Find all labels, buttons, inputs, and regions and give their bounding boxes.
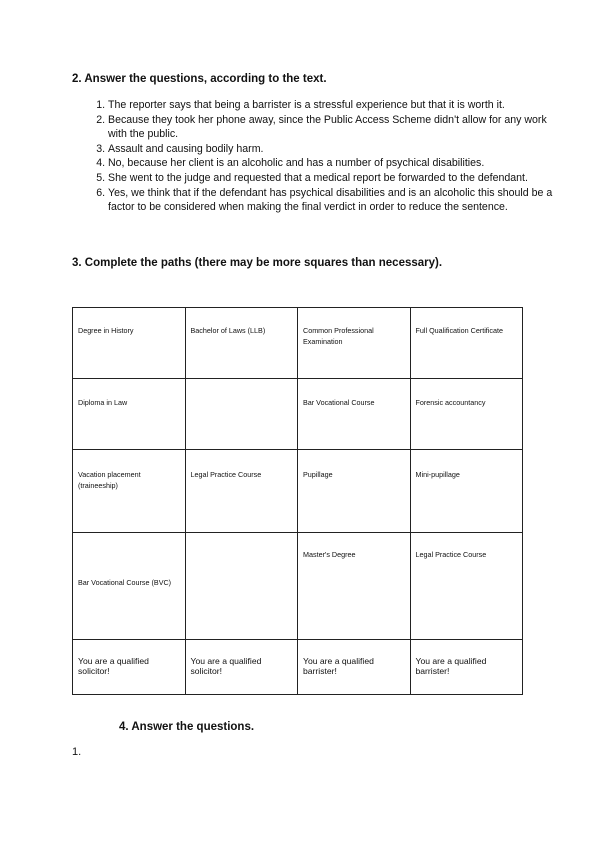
table-cell — [73, 308, 186, 379]
cell-text — [191, 533, 293, 549]
cell-text: Legal Practice Course — [190, 470, 262, 479]
table-cell — [298, 533, 411, 640]
table-cell — [185, 308, 298, 379]
table-row — [73, 450, 523, 533]
cell-text: Degree in History — [78, 326, 134, 335]
cell-text: Bar Vocational Course — [303, 398, 375, 407]
cell-text: Diploma in Law — [78, 398, 128, 407]
table-row — [73, 379, 523, 450]
table-row — [73, 308, 523, 379]
table-cell — [298, 379, 411, 450]
table-cell — [410, 533, 523, 640]
section-2-heading: 2. Answer the questions, according to the text. — [72, 73, 327, 85]
answer-item: 6. Yes, we think that if the defendant has psychical disabilities and is an alcoholic this should be a factor to be considered when making the final verdict in order to reduce the sentence. — [108, 186, 568, 215]
table-cell — [73, 640, 186, 695]
table-cell — [410, 640, 523, 695]
cell-text: Legal Practice Course — [415, 550, 487, 559]
table-cell — [298, 450, 411, 533]
cell-text: Forensic accountancy — [415, 398, 486, 407]
cell-text: Pupillage — [303, 470, 333, 479]
cell-text: Mini-pupillage — [415, 470, 460, 479]
table-cell — [410, 450, 523, 533]
cell-text: You are a qualified solicitor! — [190, 656, 262, 676]
table-row — [73, 533, 523, 640]
table-cell — [410, 379, 523, 450]
table-cell — [73, 379, 186, 450]
answer-item: 3. Assault and causing bodily harm. — [108, 142, 568, 157]
cell-text: Master's Degree — [303, 550, 356, 559]
table-cell — [185, 533, 298, 640]
cell-text — [191, 379, 293, 397]
table-cell — [298, 640, 411, 695]
table-cell — [185, 450, 298, 533]
table-cell — [298, 308, 411, 379]
answer-item: 1. The reporter says that being a barrister is a stressful experience but that it is worth it. — [108, 98, 568, 113]
cell-text: You are a qualified barrister! — [415, 656, 487, 676]
answer-item: 4. No, because her client is an alcoholic and has a number of psychical disabilities. — [108, 156, 568, 171]
cell-text: You are a qualified solicitor! — [78, 656, 149, 676]
section-4-heading: 4. Answer the questions. — [119, 721, 255, 733]
cell-text: Bachelor of Laws (LLB) — [190, 326, 266, 335]
cell-text: Vacation placement (traineeship) — [78, 470, 141, 490]
question-number: 1. — [72, 746, 82, 758]
paths-table — [72, 307, 523, 695]
cell-text: Bar Vocational Course (BVC) — [78, 578, 172, 587]
table-cell — [73, 533, 186, 640]
table-row — [73, 640, 523, 695]
answer-item: 5. She went to the judge and requested that a medical report be forwarded to the defendant. — [108, 171, 568, 186]
answers-list — [72, 98, 568, 215]
table-cell — [410, 308, 523, 379]
cell-text: You are a qualified barrister! — [303, 656, 374, 676]
section-3-heading: 3. Complete the paths (there may be more squares than necessary). — [72, 257, 443, 269]
table-cell — [185, 640, 298, 695]
table-cell — [185, 379, 298, 450]
cell-text: Full Qualification Certificate — [415, 326, 503, 335]
cell-text: Common Professional Examination — [303, 326, 374, 346]
answer-item: 2. Because they took her phone away, since the Public Access Scheme didn't allow for any work with the public. — [108, 113, 568, 142]
table-cell — [73, 450, 186, 533]
